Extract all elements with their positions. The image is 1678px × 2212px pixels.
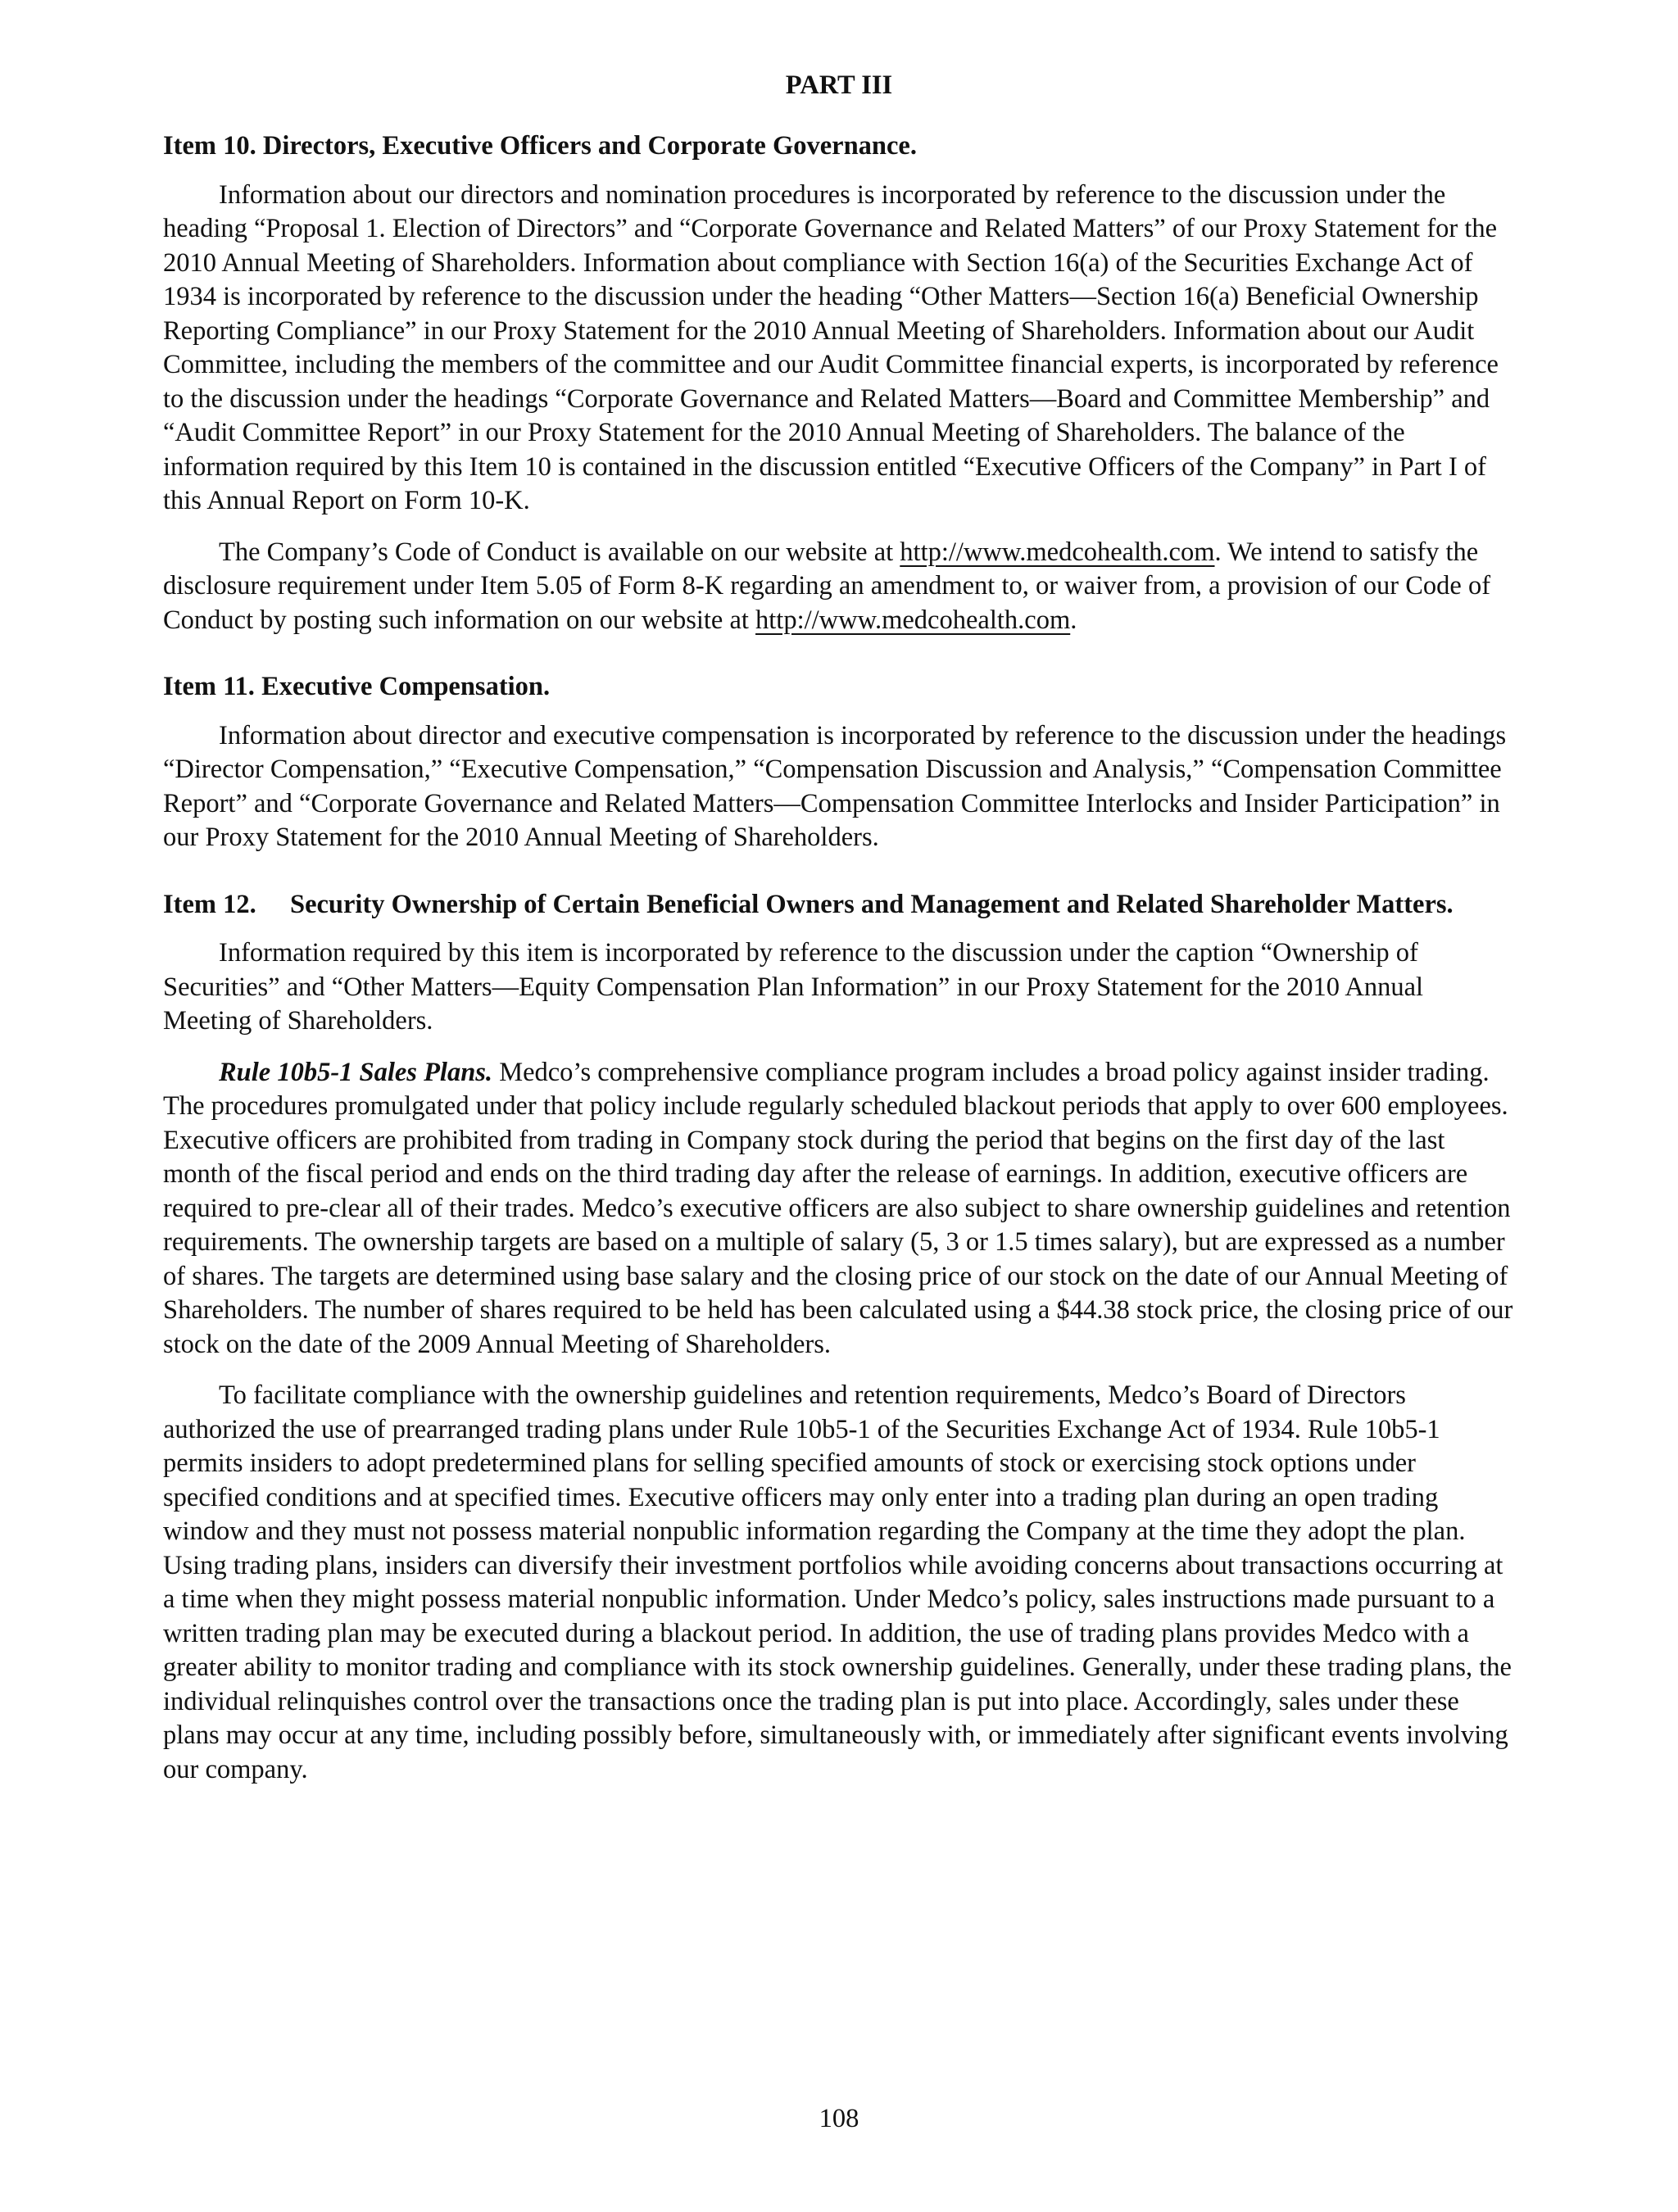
item11-title: Executive Compensation. <box>261 672 551 701</box>
item12-title: Security Ownership of Certain Beneficial Owners and Management and Related Shareholder Matters. <box>290 889 1454 919</box>
page-number: 108 <box>819 2104 859 2133</box>
website-link[interactable]: http://www.medcohealth.com <box>900 537 1215 567</box>
item10-paragraph-2-text-c: . <box>1070 605 1077 635</box>
part-title: PART III <box>785 70 893 100</box>
item11-paragraph-1: Information about director and executive compensation is incorporated by reference to the discussion under the headings “Director Compensation,” “Executive Compensation,” “Compensation Discussion and Analysis,” “Compensation Committee Report” and “Corporate Governance and Related Matters—Compensation Committee Interlocks and Insider Participation” in our Proxy Statement for the 2010 Annual Meeting of Shareholders. <box>163 720 1507 852</box>
item10-title: Directors, Executive Officers and Corporate Governance. <box>262 131 917 161</box>
item12-paragraph-2 <box>163 1056 1515 1362</box>
item10-paragraph-2-text-b: . We intend to satisfy the disclosure requirement under Item 5.05 of Form 8-K regarding an amendment to, or waiver from, a provision of our Code of Conduct by posting such information on our website at <box>163 537 1491 635</box>
website-link-2[interactable]: http://www.medcohealth.com <box>755 605 1071 635</box>
item10-paragraph-2-text-a: The Company’s Code of Conduct is available on our website at <box>219 537 900 567</box>
item12-paragraph-2-body: Medco’s comprehensive compliance program includes a broad policy against insider trading. The procedures promulgated under that policy include regularly scheduled blackout periods that apply to over 600 employees. Executive officers are prohibited from trading in Company stock during the period that begins on the first day of the last month of the fiscal period and ends on the third trading day after the release of earnings. In addition, executive officers are required to pre-clear all of their trades. Medco’s executive officers are also subject to share ownership guidelines and retention requirements. The ownership targets are based on a multiple of salary (5, 3 or 1.5 times salary), but are expressed as a number of shares. The targets are determined using base salary and the closing price of our stock on the date of our Annual Meeting of Shareholders. The number of shares required to be held has been calculated using a $44.38 stock price, the closing price of our stock on the date of the 2009 Annual Meeting of Shareholders. <box>163 1057 1513 1359</box>
item11-heading <box>163 670 1515 705</box>
item12-number: Item 12. <box>163 889 256 919</box>
document-page <box>163 69 1515 1804</box>
rule-10b5-1-run-in-heading: Rule 10b5-1 Sales Plans. <box>219 1057 493 1087</box>
item12-paragraph-1: Information required by this item is incorporated by reference to the discussion under the caption “Ownership of Securities” and “Other Matters—Equity Compensation Plan Information” in our Proxy Statement for the 2010 Annual Meeting of Shareholders. <box>163 938 1424 1036</box>
item11-number: Item 11. <box>163 672 255 701</box>
item10-paragraph-1: Information about our directors and nomination procedures is incorporated by reference to the discussion under the heading “Proposal 1. Election of Directors” and “Corporate Governance and Related Matters” of our Proxy Statement for the 2010 Annual Meeting of Shareholders. Information about compliance with Section 16(a) of the Securities Exchange Act of 1934 is incorporated by reference to the discussion under the heading “Other Matters—Section 16(a) Beneficial Ownership Reporting Compliance” in our Proxy Statement for the 2010 Annual Meeting of Shareholders. Information about our Audit Committee, including the members of the committee and our Audit Committee financial experts, is incorporated by reference to the discussion under the headings “Corporate Governance and Related Matters—Board and Committee Membership” and “Audit Committee Report” in our Proxy Statement for the 2010 Annual Meeting of Shareholders. The balance of the information required by this Item 10 is contained in the discussion entitled “Executive Officers of the Company” in Part I of this Annual Report on Form 10-K. <box>163 179 1499 515</box>
item10-heading <box>163 129 1515 164</box>
item10-paragraph-2 <box>163 536 1515 638</box>
item12-heading <box>163 888 1515 922</box>
item10-number: Item 10. <box>163 131 256 161</box>
item12-paragraph-3: To facilitate compliance with the ownership guidelines and retention requirements, Medco’s Board of Directors authorized the use of prearranged trading plans under Rule 10b5-1 of the Securities Exchange Act of 1934. Rule 10b5-1 permits insiders to adopt predetermined plans for selling specified amounts of stock or exercising stock options under specified conditions and at specified times. Executive officers may only enter into a trading plan during an open trading window and they must not possess material nonpublic information regarding the Company at the time they adopt the plan. Using trading plans, insiders can diversify their investment portfolios while avoiding concerns about transactions occurring at a time when they might possess material nonpublic information. Under Medco’s policy, sales instructions made pursuant to a written trading plan may be executed during a blackout period. In addition, the use of trading plans provides Medco with a greater ability to monitor trading and compliance with its stock ownership guidelines. Generally, under these trading plans, the individual relinquishes control over the transactions once the trading plan is put into place. Accordingly, sales under these plans may occur at any time, including possibly before, simultaneously with, or immediately after significant events involving our company. <box>163 1380 1512 1784</box>
